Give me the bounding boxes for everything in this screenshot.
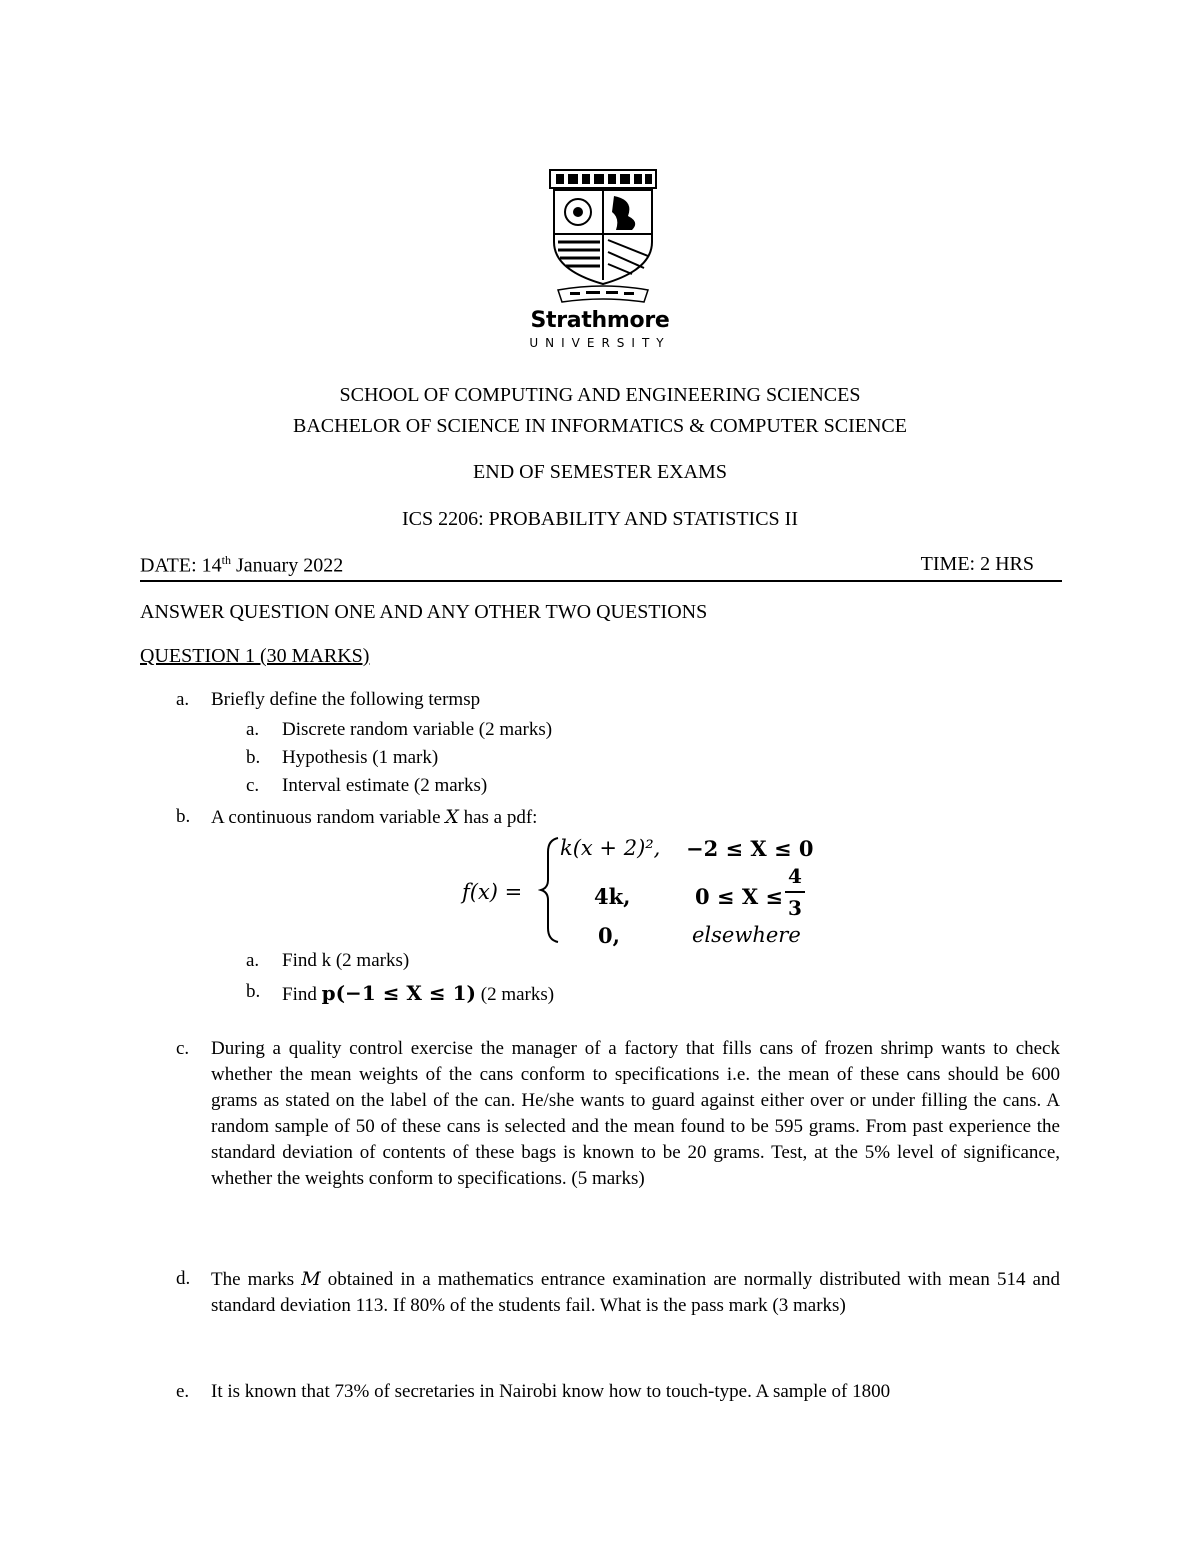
case-2-condition: 0 ≤ X ≤ (695, 884, 784, 909)
case-2-expr: 4k, (594, 884, 631, 909)
case-3-expr: 0, (598, 923, 620, 948)
part-a-item-label: c. (246, 775, 260, 796)
university-subtitle: UNIVERSITY (529, 336, 671, 350)
part-b-item-text: Find p(−1 ≤ X ≤ 1) (2 marks) (282, 981, 555, 1005)
university-crest-logo (544, 166, 662, 306)
part-b-text: A continuous random variable X has a pdf: (211, 806, 538, 828)
course-title: ICS 2206: PROBABILITY AND STATISTICS II (401, 508, 798, 530)
part-a-item-text: Interval estimate (2 marks) (282, 775, 488, 796)
case-3-condition: elsewhere (692, 923, 801, 947)
part-a-item-text: Hypothesis (1 mark) (282, 747, 439, 768)
part-a-text: Briefly define the following termsp (211, 689, 481, 710)
part-a-item-text: Discrete random variable (2 marks) (282, 719, 553, 740)
case-1-expr: k(x + 2)², (560, 836, 661, 860)
header-divider (140, 580, 1062, 582)
pdf-lhs: f(x) = (462, 880, 523, 904)
part-c-label: c. (176, 1038, 190, 1059)
fraction-bar (785, 891, 805, 893)
part-a-item-label: b. (246, 747, 261, 768)
part-e-label: e. (176, 1381, 190, 1402)
part-d-text: The marks M obtained in a mathematics entrance examination are normally distributed with mean 514 and standard deviation 113. If 80% of the students fail. What is the pass mark (3 marks) (211, 1268, 1060, 1316)
part-e-text: It is known that 73% of secretaries in Nairobi know how to touch-type. A sample of 1800 (211, 1381, 891, 1402)
case-1-condition: −2 ≤ X ≤ 0 (686, 836, 814, 861)
part-b-item-text: Find k (2 marks) (282, 950, 410, 971)
school-name: SCHOOL OF COMPUTING AND ENGINEERING SCIENCES (339, 384, 861, 406)
exam-date: DATE: 14th January 2022 (140, 553, 344, 577)
university-name: Strathmore (530, 308, 670, 333)
part-d-label: d. (176, 1268, 191, 1289)
exam-time: TIME: 2 HRS (920, 553, 1034, 575)
fraction-denominator: 3 (788, 896, 802, 920)
part-a-item-label: a. (246, 719, 260, 740)
part-b-item-label: a. (246, 950, 260, 971)
part-b-item-label: b. (246, 981, 261, 1002)
programme-name: BACHELOR OF SCIENCE IN INFORMATICS & COMPUTER SCIENCE (293, 415, 907, 437)
part-c-text: During a quality control exercise the manager of a factory that fills cans of frozen shrimp wants to check whether the mean weights of the cans conform to specifications i.e. the mean of these cans should be 600 grams as stated on the label of the can. He/she wants to guard against either over or under filling the cans. A random sample of 50 of these cans is selected and the mean found to be 595 grams. From past experience the standard deviation of contents of these bags is known to be 20 grams. Test, at the 5% level of significance, whether the weights conform to specifications. (5 marks) (211, 1038, 1060, 1189)
question-1-title: QUESTION 1 (30 MARKS) (140, 645, 370, 667)
fraction-numerator: 4 (788, 864, 802, 888)
exam-title: END OF SEMESTER EXAMS (473, 461, 727, 483)
part-b-label: b. (176, 806, 191, 827)
part-a-label: a. (176, 689, 190, 710)
left-brace-icon (538, 836, 562, 944)
instructions: ANSWER QUESTION ONE AND ANY OTHER TWO QUESTIONS (140, 601, 708, 623)
